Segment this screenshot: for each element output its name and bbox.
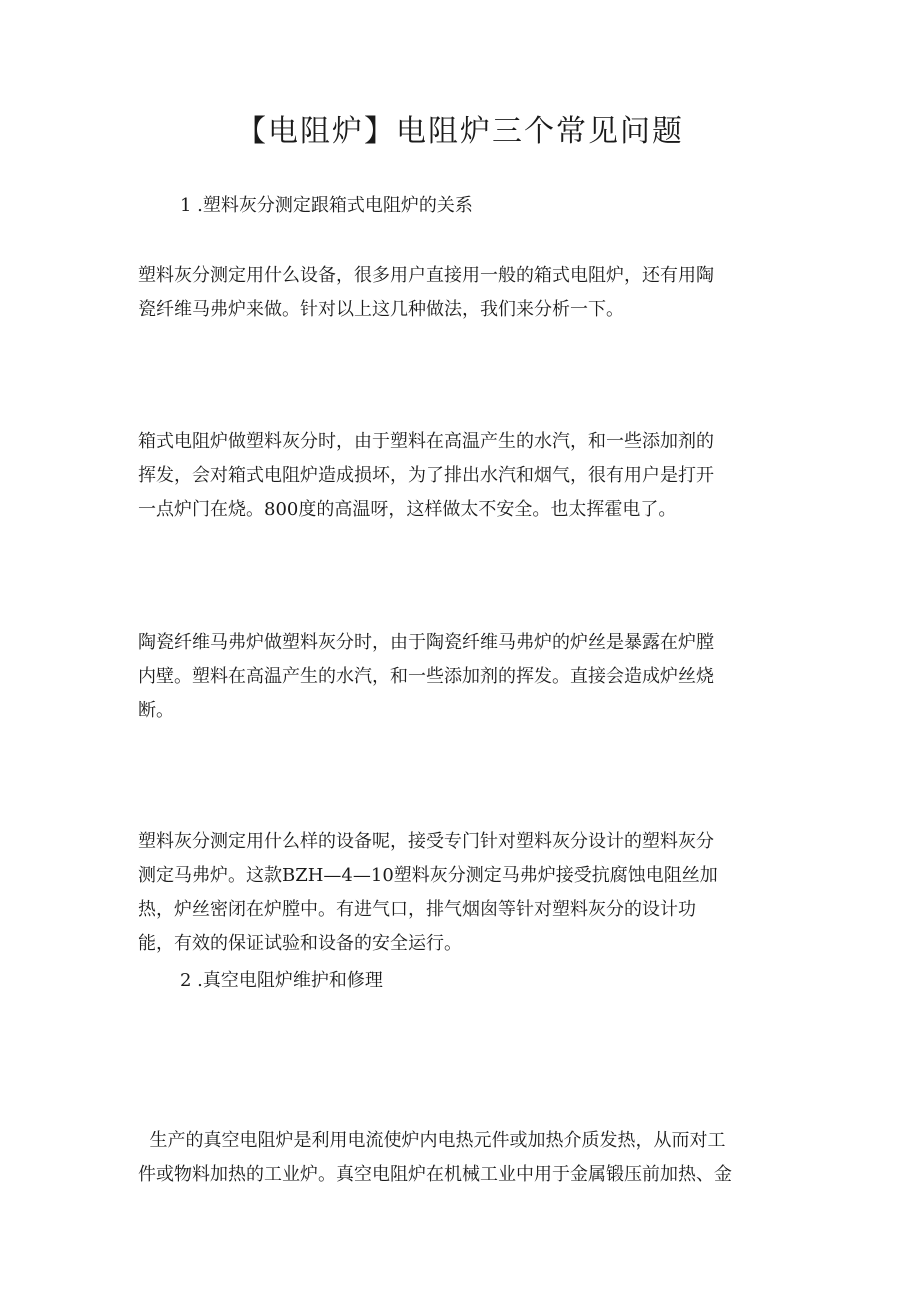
paragraph-line: 一点炉门在烧。800度的高温呀，这样做太不安全。也太挥霍电了。: [138, 499, 677, 520]
paragraph-2: [138, 425, 788, 527]
paragraph-5: [138, 1124, 788, 1192]
paragraph-3: [138, 626, 788, 728]
document-title: 【电阻炉】电阻炉三个常见问题: [236, 114, 684, 149]
paragraph-line: 热，炉丝密闭在炉膛中。有进气口，排气烟囱等针对塑料灰分的设计功: [138, 899, 696, 920]
paragraph-line: 测定马弗炉。这款BZH—4—10塑料灰分测定马弗炉接受抗腐蚀电阻丝加: [138, 865, 718, 886]
paragraph-line: 箱式电阻炉做塑料灰分时，由于塑料在高温产生的水汽，和一些添加剂的: [138, 431, 714, 452]
paragraph-line: 断。: [138, 700, 174, 721]
paragraph-line: 塑料灰分测定用什么样的设备呢，接受专门针对塑料灰分设计的塑料灰分: [138, 831, 714, 852]
paragraph-line: 瓷纤维马弗炉来做。针对以上这几种做法，我们来分析一下。: [138, 299, 624, 320]
section-heading-1: 1 .塑料灰分测定跟箱式电阻炉的关系: [180, 195, 473, 216]
paragraph-1: [138, 259, 788, 327]
paragraph-line: 内壁。塑料在高温产生的水汽，和一些添加剂的挥发。直接会造成炉丝烧: [138, 666, 714, 687]
paragraph-line: 挥发，会对箱式电阻炉造成损坏，为了排出水汽和烟气，很有用户是打开: [138, 465, 714, 486]
paragraph-4: [138, 825, 788, 961]
section-heading-2: 2 .真空电阻炉维护和修理: [180, 970, 383, 991]
paragraph-line: 生产的真空电阻炉是利用电流使炉内电热元件或加热介质发热，从而对工: [138, 1130, 726, 1151]
paragraph-line: 能，有效的保证试验和设备的安全运行。: [138, 933, 462, 954]
paragraph-line: 塑料灰分测定用什么设备，很多用户直接用一般的箱式电阻炉，还有用陶: [138, 265, 714, 286]
paragraph-line: 陶瓷纤维马弗炉做塑料灰分时，由于陶瓷纤维马弗炉的炉丝是暴露在炉膛: [138, 632, 714, 653]
paragraph-line: 件或物料加热的工业炉。真空电阻炉在机械工业中用于金属锻压前加热、金: [138, 1164, 732, 1185]
